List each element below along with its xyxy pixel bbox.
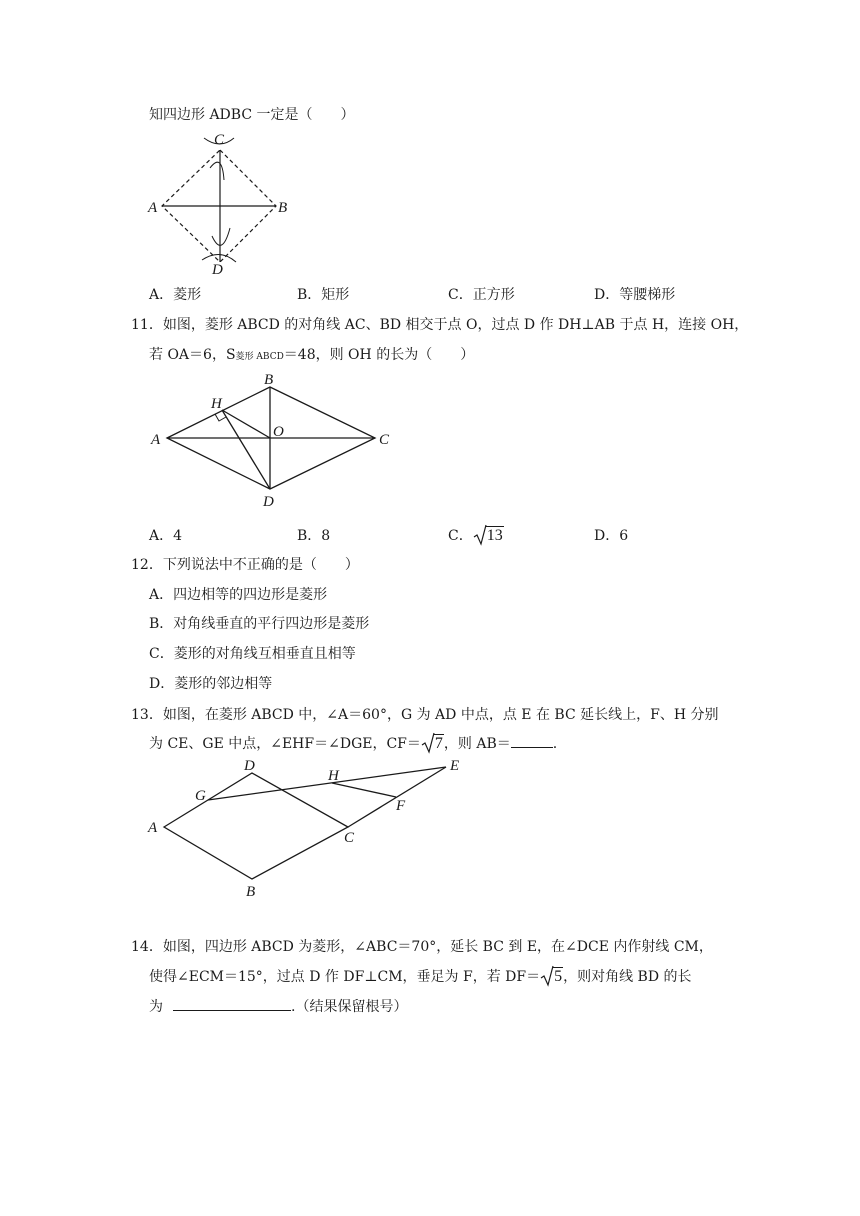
segment-ce [348, 767, 446, 827]
q13-answer-blank[interactable] [511, 747, 553, 748]
sqrt-5 [540, 968, 563, 986]
arc-bottom-2 [212, 228, 230, 245]
sqrt-5-radicand: 5 [554, 968, 563, 985]
label-o: O [273, 424, 284, 440]
q10-option-a: A．菱形 [149, 287, 202, 303]
q10-figure [140, 128, 300, 278]
q11-line2-a: 若 OA＝6，S [149, 347, 236, 363]
q14-stem-line1: 14．如图，四边形 ABCD 为菱形，∠ABC＝70°，延长 BC 到 E，在∠DCE 内作射线 CM， [131, 939, 713, 955]
label-d: D [212, 262, 223, 278]
q14-line3-a: 为 [149, 999, 163, 1015]
q13-stem-line2 [149, 733, 557, 753]
label-g: G [195, 788, 206, 804]
q10-option-d: D．等腰梯形 [594, 287, 676, 303]
q11-figure [145, 372, 405, 512]
q13-figure [140, 752, 480, 902]
label-b: B [278, 200, 288, 216]
q14-stem-line2 [149, 966, 692, 986]
q13-line2-a: 为 CE、GE 中点，∠EHF＝∠DGE，CF＝ [149, 736, 421, 752]
sqrt-7 [421, 735, 444, 753]
label-h: H [211, 396, 222, 412]
label-f: F [396, 798, 406, 814]
label-e: E [450, 758, 460, 774]
q14-stem-line3 [149, 996, 407, 1016]
label-a: A [148, 820, 158, 836]
label-a: A [151, 432, 161, 448]
q11-option-b: B．8 [297, 528, 331, 544]
q11-stem-line1: 11．如图，菱形 ABCD 的对角线 AC、BD 相交于点 O，过点 D 作 DH⊥AB 于点 H，连接 OH， [131, 317, 749, 333]
q14-answer-blank[interactable] [173, 1010, 291, 1011]
q11-option-d: D．6 [594, 528, 629, 544]
label-h: H [328, 768, 339, 784]
label-c: C [379, 432, 390, 448]
q14-line2-b: ，则对角线 BD 的长 [563, 969, 692, 985]
q11-line2-sub: 菱形 ABCD [235, 352, 284, 362]
q13-stem-line1: 13．如图，在菱形 ABCD 中，∠A＝60°，G 为 AD 中点，点 E 在 BC 延长线上，F、H 分别 [131, 707, 719, 723]
q13-line2-end: . [552, 736, 558, 752]
q12-option-b: B．对角线垂直的平行四边形是菱形 [149, 616, 370, 632]
rhombus-abcd [164, 773, 348, 879]
q11-option-c [448, 525, 504, 545]
segment-oh [222, 410, 270, 438]
q11-option-c-label: C． [448, 528, 473, 544]
q12-option-a: A．四边相等的四边形是菱形 [149, 587, 328, 603]
q14-line2-a: 使得∠ECM＝15°，过点 D 作 DF⊥CM，垂足为 F，若 DF＝ [149, 969, 541, 985]
q12-option-c: C．菱形的对角线互相垂直且相等 [149, 646, 356, 662]
sqrt-13 [473, 527, 504, 545]
label-c: C [214, 132, 225, 148]
q12-stem: 12．下列说法中不正确的是（ ） [131, 557, 359, 573]
label-c: C [344, 830, 355, 846]
q14-line3-b: .（结果保留根号） [291, 999, 408, 1015]
q12-option-d: D．菱形的邻边相等 [149, 676, 273, 692]
label-b: B [264, 372, 274, 388]
q13-line2-b: ，则 AB＝ [443, 736, 511, 752]
q11-stem-line2 [149, 344, 474, 364]
label-d: D [263, 494, 274, 510]
q11-option-a: A．4 [149, 528, 183, 544]
label-d: D [244, 758, 255, 774]
label-b: B [246, 884, 256, 900]
arc-bottom-1 [202, 254, 236, 262]
q10-option-c: C．正方形 [448, 287, 515, 303]
q11-line2-b: ＝48，则 OH 的长为（ ） [283, 347, 475, 363]
arc-top-2 [210, 162, 224, 180]
q10-stem-tail: 知四边形 ADBC 一定是（ ） [149, 107, 355, 123]
sqrt-7-radicand: 7 [434, 735, 443, 752]
label-a: A [148, 200, 158, 216]
sqrt-13-radicand: 13 [486, 527, 503, 544]
segment-hf [332, 783, 396, 797]
q10-option-b: B．矩形 [297, 287, 350, 303]
